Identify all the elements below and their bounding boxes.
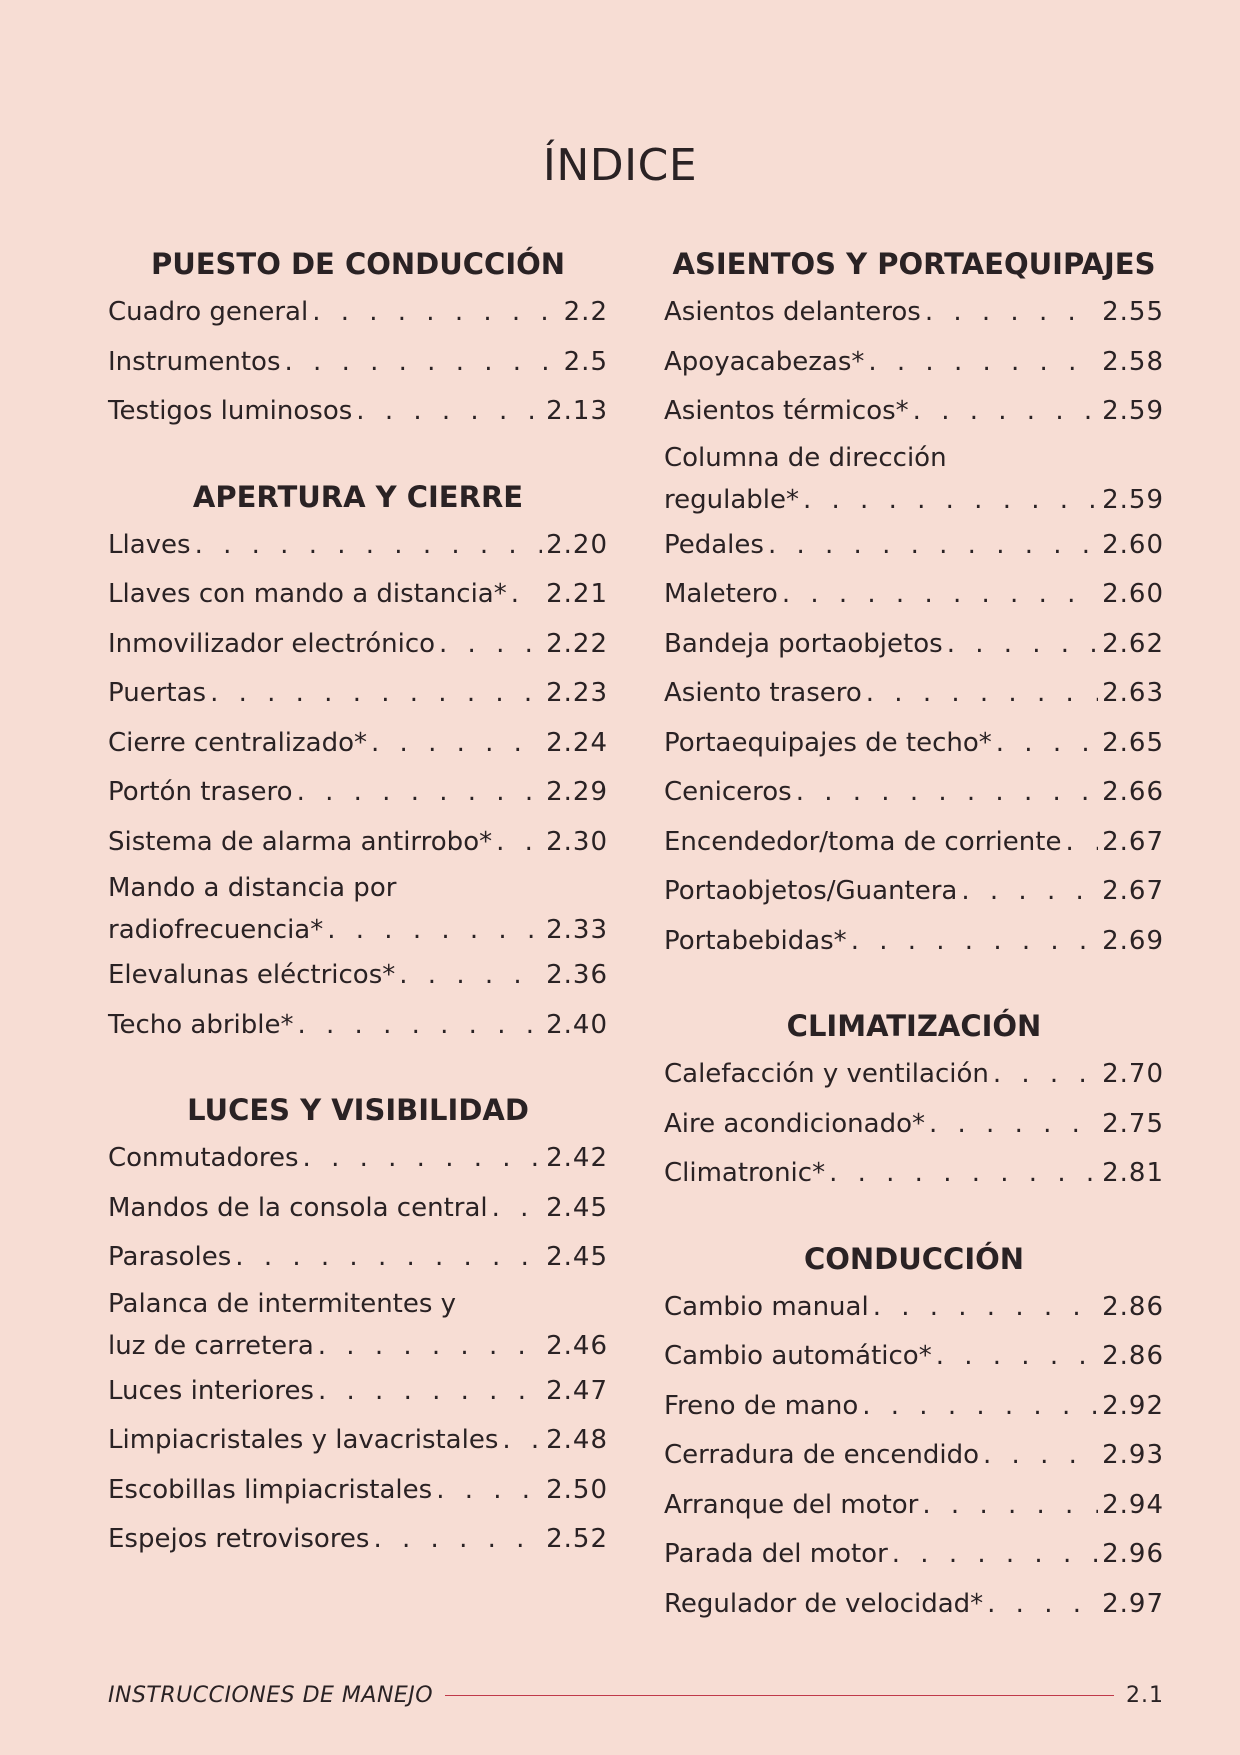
entry-label: Portabebidas* (664, 925, 847, 956)
entry-page-number: 2.92 (1102, 1390, 1164, 1421)
index-entry (108, 719, 608, 769)
index-entry (664, 768, 1164, 818)
entry-page-number: 2.46 (546, 1330, 608, 1361)
index-entry (664, 570, 1164, 620)
index-entry (664, 387, 1164, 437)
entry-label: Testigos luminosos (108, 396, 353, 426)
entry-label: Portaobjetos/Guantera (664, 876, 958, 906)
index-entry (664, 1149, 1164, 1199)
right-column (664, 240, 1164, 1665)
entry-label: Llaves (108, 529, 191, 560)
index-entry (108, 1233, 608, 1283)
entry-label: Asiento trasero (664, 678, 862, 708)
entry-label: Sistema de alarma antirrobo* (108, 826, 493, 857)
entry-label: Cambio manual (664, 1291, 869, 1322)
section-heading: PUESTO DE CONDUCCIÓN (150, 247, 566, 281)
entry-label: Ceniceros (664, 777, 792, 807)
entry-page-number: 2.36 (546, 960, 608, 990)
dot-leader (373, 1515, 542, 1565)
entry-label: Cierre centralizado* (108, 727, 368, 758)
section-heading: APERTURA Y CIERRE (192, 479, 524, 514)
entry-label: Limpiacristales y lavacristales (108, 1425, 499, 1455)
entry-page-number: 2.45 (546, 1192, 608, 1223)
index-entry (664, 1382, 1164, 1432)
entry-page-number: 2.97 (1102, 1588, 1164, 1619)
dot-leader (511, 570, 542, 620)
index-entry (664, 521, 1164, 571)
entry-page-number: 2.21 (546, 579, 608, 609)
entry-page-number: 2.93 (1102, 1440, 1164, 1470)
dot-leader (399, 951, 542, 1001)
entry-page-number: 2.40 (546, 1009, 608, 1040)
entry-label: Bandeja portaobjetos (664, 628, 943, 659)
index-section (108, 1086, 608, 1565)
entry-page-number: 2.60 (1102, 529, 1164, 560)
entry-label: Luces interiores (108, 1375, 314, 1406)
index-entry (108, 570, 608, 620)
entry-page-number: 2.65 (1102, 727, 1164, 758)
index-entry (108, 1184, 608, 1234)
entry-label: Apoyacabezas* (664, 346, 865, 377)
dot-leader (929, 1100, 1098, 1150)
entry-page-number: 2.67 (1102, 826, 1164, 857)
entry-page-number: 2.67 (1102, 876, 1164, 906)
footer-rule (445, 1695, 1114, 1696)
entry-label: Cuadro general (108, 297, 309, 327)
entry-page-number: 2.48 (546, 1425, 608, 1455)
dot-leader (987, 1580, 1098, 1630)
index-entry (664, 437, 1164, 521)
dot-leader (297, 1001, 542, 1051)
index-section (664, 240, 1164, 966)
dot-leader (803, 479, 1098, 521)
index-entry (664, 338, 1164, 388)
dot-leader (961, 867, 1098, 917)
dot-leader (356, 387, 542, 437)
index-entry (664, 867, 1164, 917)
entry-label: Asientos térmicos* (664, 396, 909, 426)
entry-label: Parada del motor (664, 1539, 888, 1569)
index-entry (108, 1466, 608, 1516)
dot-leader (922, 1481, 1098, 1531)
entry-label: Inmovilizador electrónico (108, 628, 436, 659)
entry-label: Llaves con mando a distancia* (108, 579, 507, 609)
entry-page-number: 2.50 (546, 1474, 608, 1505)
section-heading: LUCES Y VISIBILIDAD (187, 1093, 529, 1127)
entry-page-number: 2.5 (563, 346, 608, 377)
section-heading: ASIENTOS Y PORTAEQUIPAJES (672, 247, 1156, 281)
footer-page-number: 2.1 (1126, 1683, 1164, 1708)
index-entry (108, 1001, 608, 1051)
entry-label: Instrumentos (108, 346, 281, 377)
dot-leader (993, 1050, 1098, 1100)
entry-label: Calefacción y ventilación (664, 1059, 989, 1089)
dot-leader (318, 1325, 542, 1367)
entry-label: Mandos de la consola central (108, 1192, 488, 1223)
entry-label: Portaequipajes de techo* (664, 727, 992, 758)
dot-leader (195, 521, 543, 571)
entry-label: Maletero (664, 579, 778, 609)
entry-page-number: 2.59 (1102, 484, 1164, 515)
entry-label: Arranque del motor (664, 1489, 919, 1520)
entry-label: Puertas (108, 678, 207, 708)
entry-page-number: 2.52 (546, 1524, 608, 1554)
entry-page-number: 2.66 (1102, 777, 1164, 807)
entry-label: Escobillas limpiacristales (108, 1474, 433, 1505)
index-entry (664, 917, 1164, 967)
entry-page-number: 2.62 (1102, 628, 1164, 659)
dot-leader (371, 719, 542, 769)
index-entry (664, 620, 1164, 670)
entry-page-number: 2.86 (1102, 1291, 1164, 1322)
entry-page-number: 2.63 (1102, 678, 1164, 708)
index-entry (108, 1367, 608, 1417)
entry-page-number: 2.22 (546, 628, 608, 659)
entry-label: Asientos delanteros (664, 297, 921, 327)
dot-leader (327, 909, 542, 951)
index-entry (108, 669, 608, 719)
index-entry (108, 1134, 608, 1184)
entry-label-continued: regulable* (664, 484, 799, 515)
dot-leader (996, 719, 1098, 769)
dot-leader (925, 288, 1098, 338)
dot-leader (235, 1233, 542, 1283)
index-entry (108, 620, 608, 670)
entry-label: Aire acondicionado* (664, 1108, 925, 1139)
entry-label-continued: radiofrecuencia* (108, 915, 324, 945)
entry-page-number: 2.60 (1102, 579, 1164, 609)
index-entry (108, 867, 608, 951)
entry-page-number: 2.55 (1102, 297, 1164, 327)
entry-page-number: 2.86 (1102, 1341, 1164, 1371)
entry-page-number: 2.96 (1102, 1539, 1164, 1569)
index-entry (664, 1283, 1164, 1333)
index-entry (108, 521, 608, 571)
dot-leader (892, 1530, 1098, 1580)
entry-label: Conmutadores (108, 1143, 299, 1173)
dot-leader (285, 338, 560, 388)
entry-label: Freno de mano (664, 1390, 859, 1421)
footer-label: INSTRUCCIONES DE MANEJO (108, 1683, 434, 1708)
entry-page-number: 2.2 (563, 297, 608, 327)
index-entry (108, 1416, 608, 1466)
section-heading: CONDUCCIÓN (803, 1241, 1025, 1276)
left-column (108, 240, 608, 1601)
entry-page-number: 2.45 (546, 1242, 608, 1272)
entry-page-number: 2.70 (1102, 1059, 1164, 1089)
dot-leader (873, 1283, 1098, 1333)
dot-leader (936, 1332, 1098, 1382)
dot-leader (439, 620, 542, 670)
index-section (664, 1235, 1164, 1630)
dot-leader (210, 669, 542, 719)
entry-page-number: 2.47 (546, 1375, 608, 1406)
index-entry (108, 288, 608, 338)
index-entry (664, 719, 1164, 769)
entry-page-number: 2.81 (1102, 1158, 1164, 1188)
entry-label: Parasoles (108, 1242, 232, 1272)
entry-page-number: 2.59 (1102, 396, 1164, 426)
entry-label: Espejos retrovisores (108, 1524, 370, 1554)
entry-page-number: 2.58 (1102, 346, 1164, 377)
entry-page-number: 2.33 (546, 915, 608, 945)
dot-leader (436, 1466, 542, 1516)
entry-page-number: 2.75 (1102, 1108, 1164, 1139)
entry-page-number: 2.42 (546, 1143, 608, 1173)
dot-leader (768, 521, 1098, 571)
dot-leader (782, 570, 1098, 620)
entry-label: Palanca de intermitentes y (108, 1288, 457, 1319)
entry-page-number: 2.69 (1102, 925, 1164, 956)
dot-leader (913, 387, 1098, 437)
entry-label: Cambio automático* (664, 1341, 932, 1371)
entry-label: Elevalunas eléctricos* (108, 960, 396, 990)
index-entry (664, 1431, 1164, 1481)
index-entry (108, 387, 608, 437)
entry-label: Techo abrible* (108, 1009, 294, 1040)
dot-leader (303, 1134, 543, 1184)
entry-label-continued: luz de carretera (108, 1330, 314, 1361)
index-section (108, 473, 608, 1051)
index-entry (108, 818, 608, 868)
entry-page-number: 2.94 (1102, 1489, 1164, 1520)
dot-leader (297, 768, 543, 818)
entry-page-number: 2.13 (546, 396, 608, 426)
entry-label: Climatronic* (664, 1158, 826, 1188)
dot-leader (866, 669, 1098, 719)
dot-leader (862, 1382, 1098, 1432)
index-entry (664, 1332, 1164, 1382)
index-entry (108, 1283, 608, 1367)
index-entry (664, 818, 1164, 868)
index-entry (108, 768, 608, 818)
dot-leader (796, 768, 1098, 818)
entry-page-number: 2.29 (546, 777, 608, 807)
entry-page-number: 2.24 (546, 727, 608, 758)
index-entry (664, 1050, 1164, 1100)
page-title: ÍNDICE (542, 140, 698, 191)
dot-leader (983, 1431, 1098, 1481)
dot-leader (496, 818, 542, 868)
entry-label: Mando a distancia por (108, 873, 397, 903)
section-heading: CLIMATIZACIÓN (786, 1009, 1042, 1043)
index-entry (664, 1530, 1164, 1580)
index-section (664, 1002, 1164, 1199)
dot-leader (312, 288, 559, 338)
entry-label: Portón trasero (108, 777, 293, 807)
index-entry (664, 288, 1164, 338)
entry-label: Pedales (664, 529, 764, 560)
dot-leader (947, 620, 1098, 670)
index-entry (108, 1515, 608, 1565)
dot-leader (1065, 818, 1098, 868)
dot-leader (502, 1416, 542, 1466)
index-entry (108, 951, 608, 1001)
index-entry (664, 669, 1164, 719)
index-entry (108, 338, 608, 388)
entry-page-number: 2.30 (546, 826, 608, 857)
dot-leader (492, 1184, 542, 1234)
entry-label: Columna de dirección (664, 442, 947, 473)
entry-label: Regulador de velocidad* (664, 1588, 984, 1619)
page-footer (108, 1683, 1164, 1708)
index-entry (664, 1481, 1164, 1531)
index-section (108, 240, 608, 437)
entry-label: Encendedor/toma de corriente (664, 826, 1062, 857)
entry-page-number: 2.23 (546, 678, 608, 708)
dot-leader (318, 1367, 542, 1417)
entry-page-number: 2.20 (546, 529, 608, 560)
entry-label: Cerradura de encendido (664, 1440, 980, 1470)
dot-leader (829, 1149, 1098, 1199)
index-entry (664, 1100, 1164, 1150)
index-entry (664, 1580, 1164, 1630)
dot-leader (851, 917, 1098, 967)
dot-leader (868, 338, 1098, 388)
